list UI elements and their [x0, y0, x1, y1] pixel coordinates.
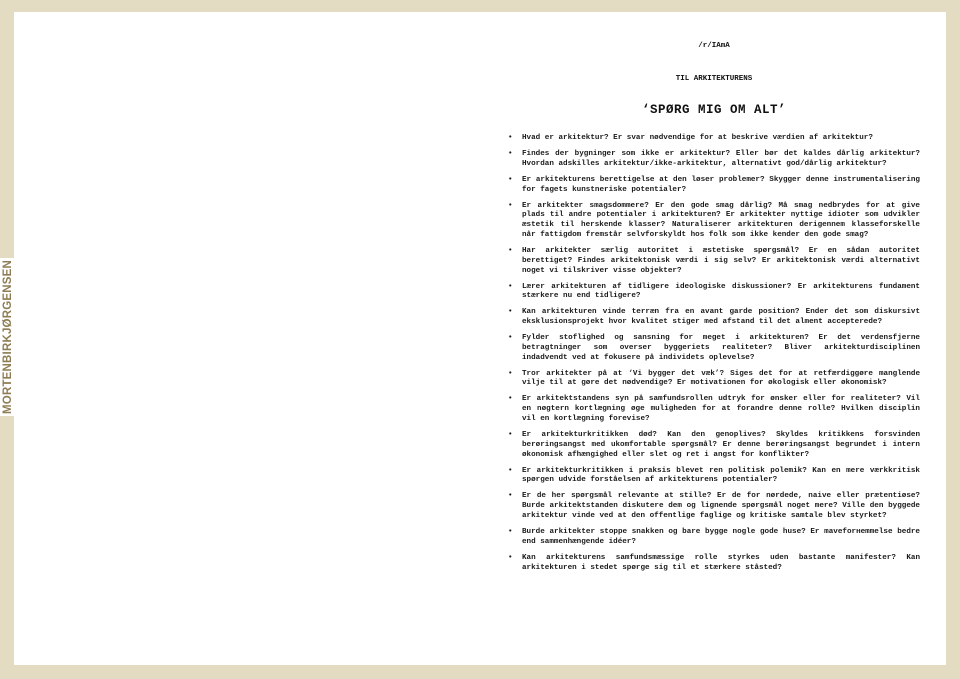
list-item [508, 492, 920, 521]
question-text: Er arkitekturkritikken død? Kan den genoplives? Skyldes kritikkens forsvinden berøringsangst med ukomfortable spørgsmål? Er denne berøringsangst begrundet i intern økonomisk afhængighed eller slet og ret i angst for konflikter? [522, 431, 920, 459]
article-content [508, 42, 920, 580]
bullet-icon: • [508, 553, 513, 562]
bullet-icon: • [508, 334, 513, 343]
question-text: Er arkitekturkritikken i praksis blevet ren politisk polemik? Kan en mere værkkritisk spørgen udvide forståelsen af arkitekturens potentialer? [522, 466, 920, 485]
bullet-icon: • [508, 527, 513, 536]
question-text: Er arkitekturens berettigelse at den løser problemer? Skygger denne instrumentalisering for fagets kunstneriske potentialer? [522, 175, 920, 194]
bullet-icon: • [508, 492, 513, 501]
bullet-icon: • [508, 246, 513, 255]
bullet-icon: • [508, 201, 513, 210]
list-item [508, 150, 920, 170]
question-text: Er arkitekter smagsdommere? Er den gode smag dårlig? Må smag nedbrydes for at give plads til andre potentialer i arkitekturen? Er arkitekter nyttige idioter som udvikler æstetik til herskende klasser? Naturaliserer arkitekturen derigennem klasseforskelle når fattigdom fremstår selvforskyldt hos folk som ikke kender den gode smag? [522, 201, 920, 239]
list-item [508, 431, 920, 460]
list-item [508, 176, 920, 196]
question-text: Hvad er arkitektur? Er svar nødvendige for at beskrive værdien af arkitektur? [522, 134, 873, 142]
list-item [508, 308, 920, 328]
bullet-icon: • [508, 282, 513, 291]
bullet-icon: • [508, 175, 513, 184]
question-list [508, 134, 920, 573]
kicker-label: TIL ARKITEKTURENS [675, 75, 753, 83]
bullet-icon: • [508, 466, 513, 475]
list-item [508, 202, 920, 241]
question-text: Kan arkitekturen vinde terræn fra en avant garde position? Ender det som diskursivt eksklusionsprojekt hvor kvalitet stiger med afstand til det alment accepterede? [522, 308, 920, 327]
page-title: ‘SPØRG MIG OM ALT’ [641, 103, 787, 117]
list-item [508, 134, 920, 144]
bullet-icon: • [508, 134, 513, 142]
question-text: Er arkitektstandens syn på samfundsrollen udtryk for ønsker eller for realiteter? Vil en nøgtern kortlægning øge muligheden for at forandre denne rolle? Hvilken disciplin vil en kortlægning forevise? [522, 395, 920, 424]
bullet-icon: • [508, 369, 513, 378]
list-item [508, 334, 920, 363]
bullet-icon: • [508, 149, 513, 158]
list-item [508, 395, 920, 424]
author-spine-label: MORTENBIRKJØRGENSEN [2, 260, 14, 414]
list-item [508, 370, 920, 390]
list-item [508, 528, 920, 548]
list-item [508, 283, 920, 303]
list-item [508, 247, 920, 276]
series-label: /r/IAmA [698, 42, 730, 50]
question-text: Kan arkitekturens samfundsmæssige rolle styrkes uden bastante manifester? Kan arkitekturen i stedet spørge sig til et stærkere ståsted? [522, 553, 920, 572]
question-text: Fylder stoflighed og sansning for meget i arkitekturen? Er det verdensfjerne betragtninger som overser byggeriets realiteter? Bliver arkitekturdisciplinen indadvendt ved at fokusere på individets oplevelse? [522, 334, 920, 362]
bullet-icon: • [508, 431, 513, 439]
question-text: Har arkitekter særlig autoritet i æstetiske spørgsmål? Er en sådan autoritet berettiget? Findes arkitektonisk værdi i sig selv? Er arkitektonisk værdi alternativt noget vi tilskriver visse objekter? [522, 246, 920, 275]
question-text: Tror arkitekter på at ‘Vi bygger det væk’? Siges det for at retfærdiggøre manglende vilje til at gøre det nødvendige? Er motivationen for økologisk eller økonomisk? [522, 369, 920, 388]
list-item [508, 554, 920, 574]
question-text: Er de her spørgsmål relevante at stille? Er de for nørdede, naive eller prætentiøse? Burde arkitektstanden diskutere dem og lignende spørgsmål noget mere? Ville den byggede arkitektur vinde ved at den offentlige faglige og kritiske samtale blev styrket? [522, 492, 920, 520]
list-item [508, 467, 920, 487]
question-text: Burde arkitekter stoppe snakken og bare bygge nogle gode huse? Er maveforнemmelse bedre end sammenhængende idéer? [522, 527, 920, 546]
question-text: Findes der bygninger som ikke er arkitektur? Eller bør det kaldes dårlig arkitektur? Hvordan adskilles arkitektur/ikke-arkitektur, alternativt god/dårlig arkitektur? [522, 149, 920, 168]
question-text: Lærer arkitekturen af tidligere ideologiske diskussioner? Er arkitekturens fundament stærkere nu end tidligere? [522, 282, 920, 301]
bullet-icon: • [508, 308, 513, 317]
bullet-icon: • [508, 395, 513, 404]
